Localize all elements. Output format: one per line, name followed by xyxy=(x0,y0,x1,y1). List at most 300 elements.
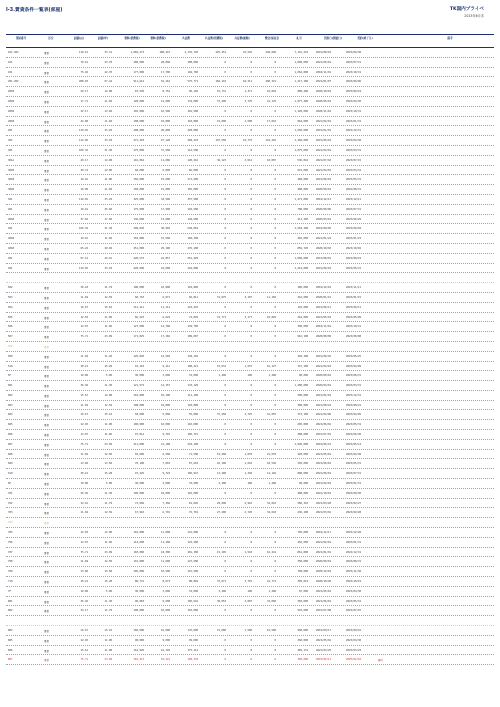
cell-deposit: 0 xyxy=(274,658,276,662)
cell-start: 2021/03/25 xyxy=(316,648,332,652)
cell-kyoeki: 72,845 xyxy=(188,315,198,319)
cell-kyoeki-total: 0 xyxy=(250,188,252,192)
cell-type: 事業 xyxy=(44,463,50,467)
cell-tsubo: 11.00 xyxy=(104,315,112,319)
cell-rent-tax: 7,010 xyxy=(162,462,170,466)
table-row xyxy=(6,264,494,274)
table-row xyxy=(6,577,494,587)
cell-type: 事業 xyxy=(44,532,50,536)
cell-start: 2021/07/01 xyxy=(316,433,332,437)
table-row xyxy=(6,332,494,342)
cell-start: 2020/08/09 xyxy=(316,335,332,339)
cell-rent-tax: 15,000 xyxy=(160,188,170,192)
cell-type: 事業 xyxy=(44,287,50,291)
cell-m2: 75.71 xyxy=(80,335,88,339)
cell-tsubo: 25.60 xyxy=(104,207,112,211)
cell-deposit2: 347,100 xyxy=(297,364,308,368)
cell-m2: 11.04 xyxy=(80,403,88,407)
cell-tsubo: 12.00 xyxy=(104,531,112,535)
cell-m2: 49.17 xyxy=(80,158,88,162)
cell-room: 602 xyxy=(8,393,13,397)
cell-end: 2023/07/31 xyxy=(346,207,362,211)
cell-type: 事業 xyxy=(44,189,50,193)
cell-kyoeki-total: 18,211 xyxy=(242,80,252,84)
cell-room: 805 xyxy=(8,638,13,642)
cell-deposit2: 859,720 xyxy=(297,246,308,250)
cell-tsubo: 13.58 xyxy=(104,462,112,466)
cell-m2: 13.60 xyxy=(80,462,88,466)
table-row xyxy=(6,459,494,469)
cell-kyoeki-total: 0 xyxy=(250,266,252,270)
cell-kyoeki-tax: 3,400 xyxy=(218,589,226,593)
cell-deposit2: 864,000 xyxy=(297,119,308,123)
cell-room: 704 xyxy=(8,521,13,525)
table-row xyxy=(6,587,494,597)
cell-rent: 177,000 xyxy=(133,70,144,74)
cell-kyoeki-tax: 0 xyxy=(224,305,226,309)
cell-type: 事業 xyxy=(44,404,50,408)
table-row xyxy=(6,636,494,646)
cell-deposit: 0 xyxy=(274,188,276,192)
cell-kyoeki: 99,000 xyxy=(188,638,198,642)
cell-rent: 155,000 xyxy=(133,237,144,241)
cell-m2: 14.87 xyxy=(80,433,88,437)
table-row xyxy=(6,597,494,607)
cell-m2: 16.00 xyxy=(80,188,88,192)
cell-room: 708 xyxy=(8,560,13,564)
cell-room: 703 xyxy=(8,511,13,515)
cell-deposit: 0 xyxy=(274,207,276,211)
cell-type: 事業 xyxy=(44,169,50,173)
cell-m2: 30.21 xyxy=(80,580,88,584)
cell-tsubo: 11.98 xyxy=(104,648,112,652)
cell-type: 事業 xyxy=(44,639,50,643)
cell-type: 事業 xyxy=(44,228,50,232)
cell-deposit2: 880,200 xyxy=(297,90,308,94)
cell-type: 事業 xyxy=(44,473,50,477)
cell-type: 事業 xyxy=(44,355,50,359)
cell-type: 事業 xyxy=(44,336,50,340)
cell-start: 2020/04/01 xyxy=(316,384,332,388)
cell-start: 2021/02/01 xyxy=(316,119,332,123)
cell-rent-tax: 16,000 xyxy=(160,629,170,633)
cell-rent: 110,000 xyxy=(133,531,144,535)
cell-start: 2021/05/01 xyxy=(316,452,332,456)
table-row xyxy=(6,126,494,136)
cell-deposit2: 586,310 xyxy=(297,501,308,505)
cell-kyoeki: 176,000 xyxy=(187,629,198,633)
cell-kyoeki-tax: 182,110 xyxy=(215,80,226,84)
cell-kyoeki-total: 2,910 xyxy=(244,501,252,505)
cell-kyoeki: 111,100 xyxy=(187,393,198,397)
cell-m2: 97.12 xyxy=(80,256,88,260)
cell-kyoeki: 71,500 xyxy=(188,452,198,456)
cell-deposit2: 316,000 xyxy=(297,295,308,299)
cell-type: 事業 xyxy=(44,306,50,310)
cell-room: 401 xyxy=(8,266,13,270)
cell-end: 2023/09/30 xyxy=(346,491,362,495)
cell-start: 2020/12/01 xyxy=(316,570,332,574)
cell-kyoeki-total: 0 xyxy=(250,207,252,211)
cell-kyoeki-tax: 0 xyxy=(224,286,226,290)
cell-m2: 12.03 xyxy=(80,531,88,535)
cell-m2: 17.71 xyxy=(80,99,88,103)
cell-rent: 116,864 xyxy=(133,158,144,162)
cell-deposit: 0 xyxy=(274,325,276,329)
cell-rent: 101,000 xyxy=(133,393,144,397)
cell-room: 301B xyxy=(8,168,15,172)
cell-kyoeki-tax: 15,731 xyxy=(216,90,226,94)
cell-room: 6F xyxy=(8,482,12,486)
cell-kyoeki-tax: 0 xyxy=(224,70,226,74)
cell-room: 502 xyxy=(8,286,13,290)
cell-room: 806 xyxy=(8,648,13,652)
cell-rent-tax: 10,500 xyxy=(160,570,170,574)
cell-kyoeki-tax: 0 xyxy=(224,638,226,642)
cell-rent: 911,612 xyxy=(133,80,144,84)
cell-room: 801 xyxy=(8,599,13,603)
cell-kyoeki-tax: 0 xyxy=(224,540,226,544)
cell-start: 2021/06/26 xyxy=(316,354,332,358)
cell-deposit2: 1,020,000 xyxy=(294,442,308,446)
cell-kyoeki-tax: 3,400 xyxy=(218,482,226,486)
cell-kyoeki: 81,026 xyxy=(188,501,198,505)
cell-rent: 66,223 xyxy=(134,315,144,319)
cell-rent: 116,000 xyxy=(133,560,144,564)
table-row xyxy=(6,293,494,303)
cell-m2: 30.74 xyxy=(80,168,88,172)
cell-deposit: 0 xyxy=(274,540,276,544)
cell-deposit: 0 xyxy=(274,335,276,339)
cell-rent: 160,000 xyxy=(133,629,144,633)
table-row xyxy=(6,313,494,323)
cell-type: 事業 xyxy=(44,61,50,65)
cell-rent-tax: 12,700 xyxy=(160,325,170,329)
cell-deposit: 0 xyxy=(274,433,276,437)
cell-type: 事業 xyxy=(44,267,50,271)
cell-tsubo: 33.29 xyxy=(104,197,112,201)
cell-rent: 97,225 xyxy=(134,472,144,476)
cell-start: 2020/03/01 xyxy=(316,217,332,221)
cell-start: 2021/08/01 xyxy=(316,51,332,54)
cell-start: 2021/06/01 xyxy=(316,599,332,603)
table-row xyxy=(6,303,494,313)
cell-rent: 80,731 xyxy=(134,580,144,584)
cell-rent: 211,000 xyxy=(133,442,144,446)
cell-room: 608 xyxy=(8,452,13,456)
cell-deposit: 41,772 xyxy=(266,580,276,584)
cell-room: 201B xyxy=(8,90,15,94)
cell-kyoeki-total: 0 xyxy=(250,531,252,535)
cell-kyoeki-tax: 0 xyxy=(224,178,226,182)
cell-rent-tax: 8,073 xyxy=(162,580,170,584)
cell-kyoeki-total: 3,177 xyxy=(244,315,252,319)
cell-end: 2023/10/31 xyxy=(346,70,362,74)
cell-rent-tax: 3,000 xyxy=(162,589,170,593)
cell-end: 2023/07/31 xyxy=(346,472,362,476)
cell-room: 508 xyxy=(8,344,13,348)
cell-rent-tax: 11,000 xyxy=(160,531,170,535)
cell-m2: 14.87 xyxy=(80,540,88,544)
cell-start: 2020/05/01 xyxy=(316,99,332,103)
cell-deposit2: 300,000 xyxy=(297,325,308,329)
cell-kyoeki-tax: 0 xyxy=(224,217,226,221)
cell-kyoeki: 123,200 xyxy=(187,540,198,544)
cell-start: 2021/04/06 xyxy=(316,413,332,417)
cell-rent-tax: 6,071 xyxy=(162,295,170,299)
cell-deposit: 248,096 xyxy=(265,51,276,54)
cell-room: 705 xyxy=(8,531,13,535)
cell-rent-tax: 13,600 xyxy=(160,217,170,221)
cell-type: 事業 xyxy=(44,551,50,555)
cell-tsubo: 14.88 xyxy=(104,90,112,94)
cell-kyoeki-total: 1,340 xyxy=(244,472,252,476)
cell-start: 2019/11/01 xyxy=(316,325,332,329)
cell-start: 2021/01/01 xyxy=(316,393,332,397)
cell-rent-tax: 9,111 xyxy=(162,364,170,368)
cell-rent: 50,000 xyxy=(134,413,144,417)
cell-rent-tax: 9,608 xyxy=(162,599,170,603)
table-row xyxy=(6,557,494,567)
cell-deposit2: 900,000 xyxy=(297,629,308,633)
cell-tsubo: 5.00 xyxy=(105,589,112,593)
cell-start: 2021/05/10 xyxy=(316,315,332,319)
cell-room: 509 xyxy=(8,354,13,358)
cell-kyoeki-total: 100 xyxy=(247,374,252,378)
cell-kyoeki-tax: 27,200 xyxy=(216,511,226,515)
cell-deposit: 0 xyxy=(274,638,276,642)
cell-rent-tax: 16,500 xyxy=(160,109,170,113)
cell-kyoeki-total: 0 xyxy=(250,491,252,495)
cell-type: 事業 xyxy=(44,81,50,85)
cell-end: 2023/05/31 xyxy=(346,462,362,466)
cell-deposit: 0 xyxy=(274,384,276,388)
cell-rent: 105,000 xyxy=(133,570,144,574)
cell-deposit2: 800,000 xyxy=(297,472,308,476)
cell-kyoeki-tax: 0 xyxy=(224,609,226,613)
cell-deposit2: 125,000 xyxy=(297,305,308,309)
cell-tsubo: 29.60 xyxy=(104,246,112,250)
cell-room: 610 xyxy=(8,472,13,476)
cell-end: 2023/05/09 xyxy=(346,315,362,319)
cell-deposit: 14,126 xyxy=(266,472,276,476)
cell-kyoeki: 33,000 xyxy=(188,374,198,378)
cell-kyoeki: 357,500 xyxy=(187,197,198,201)
cell-start: 2020/09/01 xyxy=(316,560,332,564)
cell-rent-tax: 20,800 xyxy=(160,129,170,133)
cell-kyoeki-total: 0 xyxy=(250,560,252,564)
cell-end: 2023/10/31 xyxy=(346,109,362,113)
cell-kyoeki-tax: 0 xyxy=(224,560,226,564)
cell-kyoeki-total: 0 xyxy=(250,227,252,231)
cell-deposit2: 480,000 xyxy=(297,188,308,192)
cell-type: 事業 xyxy=(44,345,50,349)
cell-deposit: 110,225 xyxy=(265,139,276,143)
table-row xyxy=(6,224,494,234)
cell-deposit: 1,200 xyxy=(268,589,276,593)
cell-rent: 375,000 xyxy=(133,148,144,152)
cell-rent-tax: 32,500 xyxy=(160,197,170,201)
table-row xyxy=(6,440,494,450)
cell-deposit: 33,060 xyxy=(266,599,276,603)
cell-room: 802 xyxy=(8,609,13,613)
cell-tsubo: 15.10 xyxy=(104,629,112,633)
cell-kyoeki: 118,800 xyxy=(187,119,198,123)
cell-kyoeki-tax: 37,200 xyxy=(216,99,226,103)
cell-end: 2023/06/06 xyxy=(346,80,362,84)
cell-kyoeki: 232,100 xyxy=(187,442,198,446)
cell-m2: 19.16 xyxy=(80,178,88,182)
cell-deposit2: 700,000 xyxy=(297,207,308,211)
cell-kyoeki-tax: 0 xyxy=(224,491,226,495)
cell-end: 2023/02/29 xyxy=(346,217,362,221)
cell-type: 事業 xyxy=(44,394,50,398)
cell-rent-tax: 91,161 xyxy=(160,80,170,84)
cell-tsubo: 11.06 xyxy=(104,433,112,437)
cell-m2: 36.36 xyxy=(80,599,88,603)
cell-rent: 100,000 xyxy=(133,423,144,427)
cell-deposit: 1,200 xyxy=(268,482,276,486)
cell-start: 2021/10/01 xyxy=(316,491,332,495)
cell-room: 605 xyxy=(8,423,13,427)
cell-end: 2023/09/16 xyxy=(346,629,362,633)
cell-tsubo: 11.06 xyxy=(104,540,112,544)
cell-kyoeki: 128,216 xyxy=(187,158,198,162)
cell-rent-tax: 10,100 xyxy=(160,393,170,397)
cell-type: 事業 xyxy=(44,375,50,379)
cell-start: 2021/08/22 xyxy=(316,403,332,407)
cell-deposit: 0 xyxy=(274,70,276,74)
col-end: 契約(終了日) xyxy=(357,37,373,40)
cell-deposit2: 436,100 xyxy=(297,511,308,515)
cell-deposit2: 380,000 xyxy=(297,403,308,407)
cell-deposit: 16,500 xyxy=(266,629,276,633)
cell-kyoeki: 276,100 xyxy=(187,246,198,250)
cell-end: 2023/05/31 xyxy=(346,423,362,427)
cell-tsubo: 11.80 xyxy=(104,178,112,182)
cell-end: 2023/05/31 xyxy=(346,178,362,182)
table-row xyxy=(6,48,494,58)
cell-rent-tax: 11,686 xyxy=(160,158,170,162)
table-row xyxy=(6,97,494,107)
cell-kyoeki-tax: 0 xyxy=(224,109,226,113)
cell-m2: 19.16 xyxy=(80,207,88,211)
cell-kyoeki-total: 0 xyxy=(250,168,252,172)
cell-m2: 16.67 xyxy=(80,305,88,309)
cell-deposit: 0 xyxy=(274,305,276,309)
cell-rent: 60,000 xyxy=(134,168,144,172)
cell-start: 2021/06/01 xyxy=(316,472,332,476)
cell-m2: 110.65 xyxy=(78,197,88,201)
cell-rent: 175,000 xyxy=(133,207,144,211)
cell-end: 2023/09/04 xyxy=(346,227,362,231)
cell-kyoeki-tax: 0 xyxy=(224,266,226,270)
cell-m2: 106.32 xyxy=(78,227,88,231)
table-row xyxy=(6,283,494,293)
cell-kyoeki-tax: 0 xyxy=(224,384,226,388)
cell-end: 2023/12/31 xyxy=(346,393,362,397)
cell-deposit2: 1,212,000 xyxy=(294,266,308,270)
col-discount: 礼引 xyxy=(296,37,302,40)
cell-kyoeki-total: 0 xyxy=(250,423,252,427)
cell-kyoeki-total: 1,610 xyxy=(244,462,252,466)
table-row xyxy=(6,175,494,185)
cell-deposit2: 420,000 xyxy=(297,452,308,456)
cell-room: 401 xyxy=(8,227,13,231)
cell-rent-tax: 9,000 xyxy=(162,638,170,642)
table-row xyxy=(6,244,494,254)
cell-kyoeki-tax: 0 xyxy=(224,227,226,231)
cell-type: 事業 xyxy=(44,649,50,653)
cell-room: 301 xyxy=(8,139,13,143)
cell-rent: 30,000 xyxy=(134,374,144,378)
cell-kyoeki: 138,162 xyxy=(187,354,198,358)
cell-kyoeki-total: 0 xyxy=(250,609,252,613)
cell-rent-tax: 10,000 xyxy=(160,423,170,427)
cell-type: 事業 xyxy=(44,326,50,330)
cell-room: 706 xyxy=(8,540,13,544)
cell-room: 401B xyxy=(8,237,15,241)
cell-rent: 108,000 xyxy=(133,403,144,407)
cell-tsubo: 13.60 xyxy=(104,109,112,113)
cell-rent-tax: 11,600 xyxy=(160,560,170,564)
cell-deposit2: 261,000 xyxy=(297,315,308,319)
cell-type: 事業 xyxy=(44,257,50,261)
col-kyoeki-total: 共益費(総額) xyxy=(234,37,250,40)
cell-room: 506 xyxy=(8,325,13,329)
cell-kyoeki-tax: 31,075 xyxy=(216,295,226,299)
cell-type: 事業 xyxy=(44,492,50,496)
cell-kyoeki: 175,112 xyxy=(187,648,198,652)
cell-tsubo: 23.09 xyxy=(104,335,112,339)
cell-deposit2: 916,100 xyxy=(297,335,308,339)
cell-end: 2022/08/31 xyxy=(346,188,362,192)
cell-kyoeki-total: 0 xyxy=(250,648,252,652)
cell-type: 事業 xyxy=(44,365,50,369)
cell-deposit: 0 xyxy=(274,178,276,182)
cell-kyoeki-tax: 29,090 xyxy=(216,501,226,505)
cell-start: 2020/01/16 xyxy=(316,295,332,299)
cell-end: 2023/04/30 xyxy=(346,139,362,143)
cell-deposit2: 392,100 xyxy=(297,354,308,358)
cell-rent-tax: 17,500 xyxy=(160,207,170,211)
cell-start: 2021/04/01 xyxy=(316,168,332,172)
table-row xyxy=(6,185,494,195)
cell-type: 事業 xyxy=(44,316,50,320)
cell-kyoeki: 110,000 xyxy=(187,609,198,613)
cell-kyoeki: 192,500 xyxy=(187,207,198,211)
cell-deposit2: 468,000 xyxy=(297,178,308,182)
cell-start: 2019/12/13 xyxy=(316,197,332,201)
cell-end: 2023/11/11 xyxy=(346,286,362,290)
cell-rent: 165,000 xyxy=(133,109,144,113)
cell-m2: 32.17 xyxy=(80,109,88,113)
table-row xyxy=(6,371,494,381)
cell-room: 510 xyxy=(8,364,13,368)
cell-kyoeki-total: 0 xyxy=(250,286,252,290)
cell-kyoeki: 171,600 xyxy=(187,178,198,182)
page-title: Ⅰ-3.賃貸条件一覧表(部屋) xyxy=(6,8,63,13)
cell-type: 事業 xyxy=(44,443,50,447)
cell-end: 2023/03/31 xyxy=(346,168,362,172)
cell-kyoeki-total: 0 xyxy=(250,403,252,407)
cell-start: 2021/06/01 xyxy=(316,266,332,270)
cell-room: 507 xyxy=(8,335,13,339)
table-row xyxy=(6,254,494,264)
cell-start: 2020/10/01 xyxy=(316,90,332,94)
cell-end: 2023/01/15 xyxy=(346,295,362,299)
cell-start: 2021/02/01 xyxy=(316,540,332,544)
